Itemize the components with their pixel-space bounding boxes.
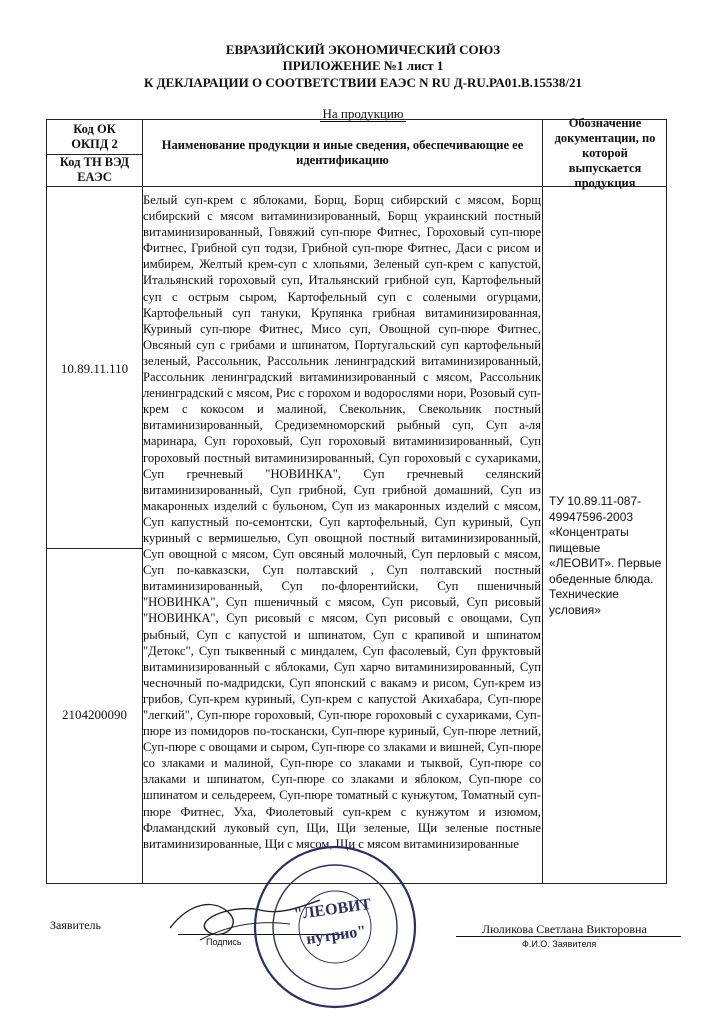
header-product-name: Наименование продукции и иные сведения, обеспечивающие ее идентификацию [161, 138, 524, 167]
name-caption: Ф.И.О. Заявителя [522, 939, 597, 949]
applicant-name: Люликова Светлана Викторовна [482, 922, 647, 936]
header-tnved: Код ТН ВЭД ЕАЭС [59, 155, 130, 184]
product-table [46, 115, 667, 884]
technical-conditions: ТУ 10.89.11-087-49947596-2003 «Концентраты пищевые «ЛЕОВИТ». Первые обеденные блюда. Технические условия» [549, 494, 662, 617]
header-union: ЕВРАЗИЙСКИЙ ЭКОНОМИЧЕСКИЙ СОЮЗ [225, 42, 501, 57]
header-declaration: К ДЕКЛАРАЦИИ О СООТВЕТСТВИИ ЕАЭС N RU Д-RU.РА01.В.15538/21 [143, 75, 582, 90]
signature-caption: Подпись [206, 937, 242, 947]
company-stamp [250, 842, 420, 1012]
okpd-code: 10.89.11.110 [60, 361, 129, 376]
subtitle: На продукцию [322, 106, 404, 121]
product-list: Белый суп-крем с яблоками, Борщ, Борщ сибирский с мясом, Борщ сибирский с мясом витаминизированный, Борщ украинский постный витаминизированный, Говяжий суп-пюре Фитнес, Гороховый суп-пюре Фитнес, Грибной суп тодзи, Грибной суп-пюре Фитнес, Даси с рисом и имбирем, Желтый крем-суп с хлопьями, Зеленый суп-крем с капустой, Итальянский гороховый суп, Итальянский грибной суп, Картофельный суп с острым сыром, Картофельный суп с солеными огурцами, Картофельный суп тануки, Крупянка грибная витаминизированная, Куриный суп-пюре Фитнес, Мисо суп, Овощной суп-пюре Фитнес, Овсяный суп с грибами и шпинатом, Португальский суп картофельный зеленый, Рассольник, Рассольник ленинградский витаминизированный, Рассольник ленинградский витаминизированный с мясом, Рассольник ленинградский с мясом, Рис с горохом и водорослями нори, Розовый суп-крем с кокосом и малиной, Свекольник, Свекольник постный витаминизированный, Средиземноморский рыбный суп, Суп а-ля маринара, Суп гороховый, Суп гороховый витаминизированный, Суп гороховый постный витаминизированный, Суп гороховый с сухариками, Суп гречневый "НОВИНКА", Суп гречневый селянский витаминизированный, Суп грибной, Суп грибной домашний, Суп из макаронных изделий с бульоном, Суп из макаронных изделий с мясом, Суп капустный по-семонтски, Суп картофельный, Суп куриный, Суп куриный с вермишелью, Суп овощной постный витаминизированный, Суп овощной с мясом, Суп овсяный молочный, Суп перловый с мясом, Суп по-кавказски, Суп полтавский , Суп полтавский постный витаминизированный, Суп по-флорентийски, Суп пшеничный "НОВИНКА", Суп пшеничный с мясом, Суп рисовый, Суп рисовый "НОВИНКА", Суп рисовый с мясом, Суп рисовый с овощами, Суп рыбный, Суп с капустой и шпинатом, Суп с крапивой и шпинатом "Детокс", Суп тыквенный с миндалем, Суп фасолевый, Суп фруктовый витаминизированный с яблоками, Суп харчо витаминизированный, Суп чесночный по-мадридски, Суп японский с вакамэ и рисом, Суп-крем из грибов, Суп-крем куриный, Суп-крем с капустой Акихабара, Суп-пюре "легкий", Суп-пюре гороховый, Суп-пюре гороховый с сухариками, Суп-пюре из помидоров по-тоскански, Суп-пюре куриный, Суп-пюре летний, Суп-пюре с овощами и сыром, Суп-пюре со злаками и вишней, Суп-пюре со злаками и малиной, Суп-пюре со злаками и тыквой, Суп-пюре со злаками и шпинатом, Суп-пюре со злаками и яблоком, Суп-пюре со шпинатом и сельдереем, Суп-пюре томатный с кунжутом, Томатный суп-пюре Фитнес, Уха, Фиолетовый суп-крем с кунжутом и изюмом, Фламандский луковый суп, Щи, Щи зеленые, Щи зеленые постные витаминизированные, Щи с мясом, Щи с мясом витаминизированные [143, 193, 541, 851]
name-line [456, 936, 681, 937]
header-documentation: Обозначение документации, по которой выпускается продукция [554, 115, 656, 190]
svg-text:нутрио": нутрио" [305, 922, 368, 949]
header-appendix: ПРИЛОЖЕНИЕ №1 лист 1 [282, 58, 444, 73]
tnved-code: 2104200090 [62, 707, 127, 722]
svg-text:"ЛЕОВИТ: "ЛЕОВИТ [292, 895, 373, 924]
applicant-label: Заявитель [50, 918, 101, 932]
header-okpd: Код ОК ОКПД 2 [71, 122, 118, 151]
